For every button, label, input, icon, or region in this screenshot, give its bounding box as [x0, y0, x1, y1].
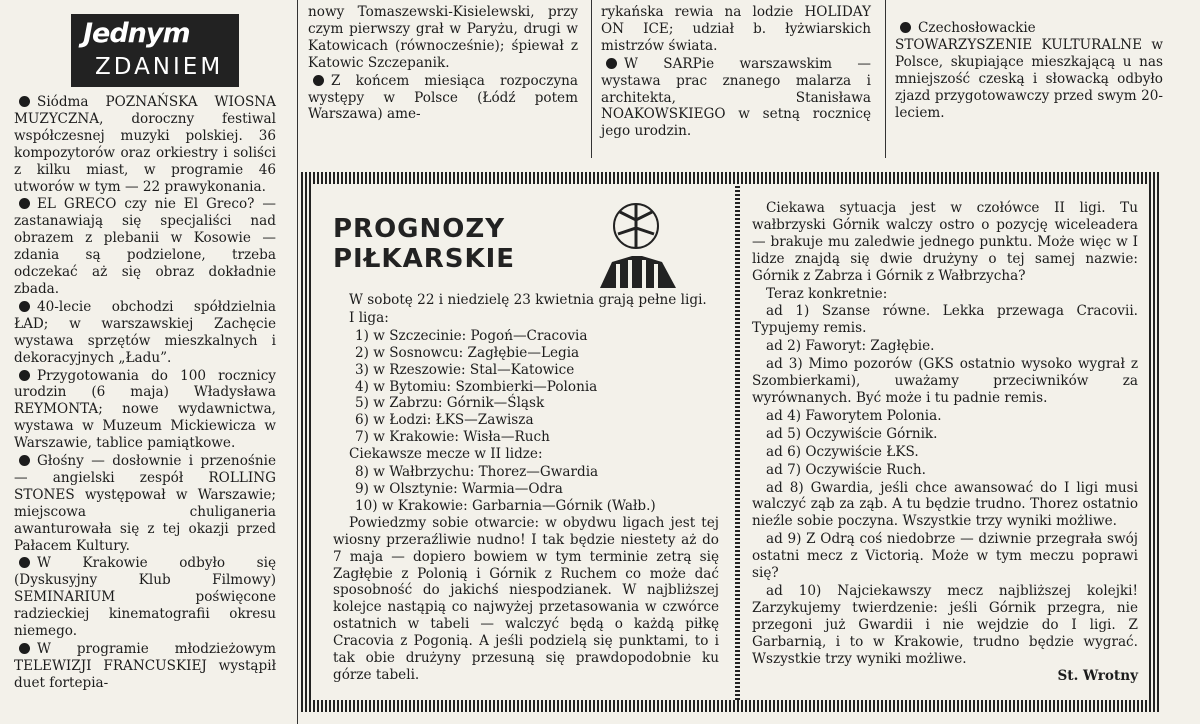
forecast-ad: ad 10) Najciekawszy mecz najbliższej kolejki! Zarzykujemy twierdzenie: jeśli Górnik przegra, nie przegoni już Gwardii i nie wejdzie do I ligi. Z Garbarnią, i to w Krakowie, trudno będzie wygrać. Wszystkie trzy wyniki możliwe.	[752, 582, 1138, 667]
logo-line2: ZDANIEM	[95, 54, 224, 80]
bullet-icon	[19, 301, 30, 312]
news-column-2	[308, 4, 578, 124]
column-divider-1	[297, 0, 298, 158]
news-item: Siódma POZNAŃSKA WIOSNA MUZYCZNA, doroczny festiwal współczesnej muzyki polskiej. 36 kompozytorów oraz orkiestry i soliści z kilku miast, w programie 46 utworów w tym — 22 prawykonania.	[14, 94, 276, 195]
match-row: 7) w Krakowie: Wisła—Ruch	[355, 429, 550, 446]
column-divider-left	[297, 158, 298, 724]
match-row: 8) w Wałbrzychu: Thorez—Gwardia	[355, 464, 599, 481]
forecast-headline: PROGNOZY PIŁKARSKIE	[333, 214, 516, 274]
league1-label: I liga:	[349, 309, 389, 326]
forecast-ad: ad 2) Faworyt: Zagłębie.	[766, 338, 935, 355]
news-item: nowy Tomaszewski-Kisielewski, przy czym pierwszy grał w Paryżu, drugi w Katowicach (równocześnie); śpiewał z Katowic Szczepanik.	[308, 4, 578, 71]
signature: St. Wrotny	[1057, 668, 1138, 685]
match-row: 10) w Krakowie: Garbarnia—Górnik (Wałb.)	[355, 497, 656, 514]
news-item: W programie młodzieżowym TELEWIZJI FRANCUSKIEJ wystąpił duet fortepia-	[14, 641, 276, 691]
forecast-box-divider	[735, 184, 740, 700]
forecast-ad: ad 1) Szanse równe. Lekka przewaga Cracovii. Typujemy remis.	[752, 303, 1138, 337]
column-divider-3	[885, 0, 886, 158]
match-row: 4) w Bytomiu: Szombierki—Polonia	[355, 378, 598, 395]
forecast-ad: ad 9) Z Odrą coś niedobrze — dziwnie przegrała swój ostatni mecz z Victorią. Może w tym meczu poprawi się?	[752, 531, 1138, 582]
bullet-icon	[19, 557, 30, 568]
football-player-icon	[584, 200, 690, 290]
forecast-intro: W sobotę 22 i niedzielę 23 kwietnia grają pełne ligi.	[349, 292, 707, 308]
match-row: 3) w Rzeszowie: Stal—Katowice	[355, 361, 575, 378]
column-divider-2	[591, 0, 592, 158]
forecast-right-intro: Ciekawa sytuacja jest w czołówce II ligi. Tu wałbrzyski Górnik walczy ostro o pozycję wiceleadera — brakuje mu zaledwie jednego punktu. Może więc w I lidze znajdą się dwie drużyny o tej samej nazwie: Górnik z Zabrza i Górnik z Wałbrzycha?	[752, 200, 1138, 284]
news-column-4	[895, 20, 1163, 122]
news-item: Z końcem miesiąca rozpoczyna występy w Polsce (Łódź potem Warszawa) ame-	[308, 72, 578, 123]
bullet-icon	[19, 96, 30, 107]
bullet-icon	[19, 370, 30, 381]
news-item: rykańska rewia na lodzie HOLIDAY ON ICE; udział b. łyżwiarskich mistrzów świata.	[601, 4, 871, 54]
bullet-icon	[313, 75, 324, 86]
forecast-ad: ad 8) Gwardia, jeśli chce awansować do I ligi musi walczyć ząb za ząb. A tu będzie trudno. Thorez ostatnio nieźle sobie poczyna. Wszystkie trzy wyniki możliwe.	[752, 479, 1138, 530]
bullet-icon	[606, 58, 617, 69]
forecast-ad: ad 6) Oczywiście ŁKS.	[766, 443, 919, 460]
forecast-right-column	[752, 200, 1138, 685]
news-item: W SARPie warszawskim — wystawa prac znanego malarza i architekta, Stanisława NOAKOWSKIEGO w setną rocznicę jego urodzin.	[601, 55, 871, 140]
news-item: Głośny — dosłownie i przenośnie — angielski zespół ROLLING STONES występował w Warszawie; miejscowa chuliganeria awanturowała się z tej okazji przed Pałacem Kultury.	[14, 453, 276, 554]
forecast-body: Powiedzmy sobie otwarcie: w obydwu ligach jest tej wiosny przeraźliwie nudno! I tak będzie niestety aż do 7 maja — dopiero bowiem w tym terminie zetrą się Zagłębie z Polonią i Górnik z Ruchem co może dać sposobność do jakichś niespodzianek. W najbliższej kolejce nastąpią co najwyżej przetasowania w czwórce ostatnich w tabeli — walczyć będą o każdą piłkę Cracovia z Pogonią. A jeśli podzielą się punktami, to i tak obie drużyny przesuną się prawdopodobnie ku górze tabeli.	[333, 514, 719, 683]
match-row: 6) w Łodzi: ŁKS—Zawisza	[355, 412, 534, 429]
news-item: Czechosłowackie STOWARZYSZENIE KULTURALNE w Polsce, skupiające mieszkającą u nas mniejszość czeską i słowacką odbyło zjazd przygotowawczy przed swym 20-leciem.	[895, 20, 1163, 121]
match-row: 2) w Sosnowcu: Zagłębie—Legia	[355, 344, 580, 361]
bullet-icon	[19, 455, 30, 466]
forecast-ad: ad 5) Oczywiście Górnik.	[766, 425, 938, 442]
forecast-right-lead: Teraz konkretnie:	[766, 285, 888, 302]
news-item: Przygotowania do 100 rocznicy urodzin (6 maja) Władysława REYMONTA; nowe wydawnictwa, wystawa w Muzeum Mickiewicza w Warszawie, tablice pamiątkowe.	[14, 367, 276, 452]
logo-line1: Jednym	[83, 18, 190, 49]
league2-matches	[333, 464, 719, 515]
news-item: W Krakowie odbyło się (Dyskusyjny Klub Filmowy) SEMINARIUM poświęcone radzieckiej kinematografii okresu niemego.	[14, 555, 276, 640]
forecast-ad: ad 4) Faworytem Polonia.	[766, 407, 942, 424]
news-item: 40-lecie obchodzi spółdzielnia ŁAD; w warszawskiej Zachęcie wystawa sprzętów mieszkalnych i dekoracyjnych „Ładu”.	[14, 298, 276, 366]
section-logo	[71, 14, 239, 87]
match-row: 5) w Zabrzu: Górnik—Śląsk	[355, 395, 545, 412]
forecast-left-column	[333, 292, 719, 685]
bullet-icon	[19, 198, 30, 209]
match-row: 9) w Olsztynie: Warmia—Odra	[355, 480, 563, 497]
forecast-ad: ad 7) Oczywiście Ruch.	[766, 461, 926, 478]
news-item: EL GRECO czy nie El Greco? — zastanawiają się specjaliści nad obrazem z plebanii w Kosowie — zdania są podzielone, trzeba odczekać aż się obraz dokładnie zbada.	[14, 196, 276, 297]
news-column-3	[601, 4, 871, 141]
bullet-icon	[19, 643, 30, 654]
forecast-ad: ad 3) Mimo pozorów (GKS ostatnio wysoko wygrał z Szombierkami), uważamy przeciwników za wyrównanych. Być może i tu padnie remis.	[752, 356, 1138, 406]
match-row: 1) w Szczecinie: Pogoń—Cracovia	[355, 327, 588, 344]
news-column-1	[14, 94, 276, 693]
league1-matches	[333, 328, 719, 446]
league2-label: Ciekawsze mecze w II lidze:	[349, 446, 543, 463]
bullet-icon	[900, 22, 911, 33]
